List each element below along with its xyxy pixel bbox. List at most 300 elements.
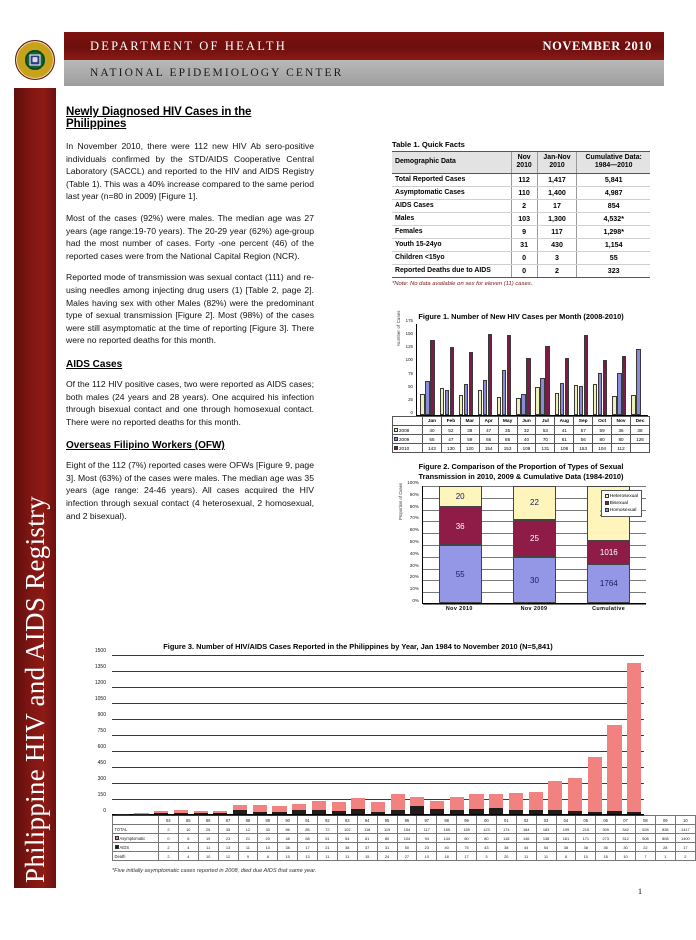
figure3-table-value: 35 — [218, 825, 238, 834]
figure3-asymptomatic-segment — [548, 781, 562, 810]
figure1-ylabel: Number of Cases — [396, 310, 401, 346]
figure3-aids-segment — [588, 812, 602, 814]
figure3-year-column — [624, 655, 644, 814]
figure3-table-value: 6 — [178, 834, 198, 843]
figure3-table-value: 199 — [556, 825, 576, 834]
figure3-table-value: 2 — [159, 843, 179, 852]
figure1-bar — [526, 358, 530, 415]
figure1-bar — [574, 385, 578, 415]
figure3-table-value: 146 — [516, 834, 536, 843]
figure3-year-column — [250, 655, 270, 814]
figure3-table-value: 48 — [278, 834, 298, 843]
figure3-table-year: 90 — [278, 816, 298, 825]
figure3-table-value: 171 — [576, 834, 596, 843]
figure1-bar — [631, 395, 635, 415]
figure1-bar — [420, 394, 424, 415]
figure2-xtick: Cumulative — [592, 606, 626, 612]
figure1-month-group — [418, 324, 437, 415]
figure3-table-value: 1417 — [675, 825, 695, 834]
header-primary-bar — [64, 32, 664, 60]
figure3-table-value: 13 — [298, 852, 318, 861]
figure1-table-value: 32 — [517, 426, 536, 435]
figure2-ytick: 30% — [409, 562, 419, 568]
figure3-table-year: 02 — [516, 816, 536, 825]
figure3-aids-segment — [213, 813, 227, 814]
figure3-ytick: 150 — [97, 792, 106, 798]
figure1-table-value: 66 — [479, 435, 498, 444]
figure1-table-month: Dec — [630, 417, 649, 426]
figure3-table-value: 12 — [238, 825, 258, 834]
figure1-table-value: 38 — [460, 426, 479, 435]
figure1-bar — [584, 335, 588, 415]
table1-row-label: Reported Deaths due to AIDS — [392, 264, 511, 277]
figure3-table-value: 38 — [496, 843, 516, 852]
figure3-table-year: 05 — [576, 816, 596, 825]
table1-cell-jan-nov: 117 — [537, 225, 577, 238]
figure3-table-year: 89 — [258, 816, 278, 825]
figure1-table-value — [630, 444, 649, 453]
figure3-table-value: 161 — [556, 834, 576, 843]
figure1-table-value: 40 — [517, 435, 536, 444]
figure3-asymptomatic-segment — [469, 794, 483, 810]
figure3-table-value: 123 — [477, 825, 497, 834]
figure3-aids-segment — [391, 810, 405, 814]
figure1-bar — [540, 378, 544, 415]
figure3-table-value: 12 — [218, 852, 238, 861]
header-department-title: DEPARTMENT OF HEALTH — [90, 38, 287, 53]
figure3-table-year: 94 — [357, 816, 377, 825]
figure1-table-month: Jan — [423, 417, 442, 426]
figure1-bar — [545, 346, 549, 415]
figure3-table-year: 91 — [298, 816, 318, 825]
figure1-table-value: 65 — [423, 435, 442, 444]
figure3-table-value: 54 — [337, 834, 357, 843]
figure2-legend — [601, 490, 642, 517]
table1-row-label: Asymptomatic Cases — [392, 186, 511, 199]
figure3-table-value: 17 — [457, 852, 477, 861]
figure3-table-value: 508 — [636, 834, 656, 843]
figure3-year-column — [348, 655, 368, 814]
table1-cell-jan-nov: 1,400 — [537, 186, 577, 199]
figure3-asymptomatic-segment — [588, 757, 602, 811]
figure2-legend-item: Bisexual — [605, 500, 638, 507]
figure3-table-value: 10 — [616, 852, 636, 861]
figure3-year-column — [506, 655, 526, 814]
figure3-table-value: 37 — [357, 843, 377, 852]
figure3-yaxis — [68, 648, 108, 815]
table1-cell-jan-nov: 1,417 — [537, 173, 577, 186]
table1-cell-cumulative: 1,298* — [577, 225, 650, 238]
figure3-data-table — [112, 815, 696, 861]
figure3-table-value: 80 — [457, 834, 477, 843]
figure3-ytick: 450 — [97, 760, 106, 766]
figure1-month-group — [456, 324, 475, 415]
figure1-ytick: 150 — [405, 331, 413, 337]
figure1-table-value: 59 — [460, 435, 479, 444]
table1-row-label: AIDS Cases — [392, 199, 511, 212]
figure3-table-value: 104 — [397, 834, 417, 843]
figure3-footnote: *Five initially asymptomatic cases reported in 2008, died due AIDS that same year. — [112, 868, 317, 874]
figure3-table-value: 31 — [377, 843, 397, 852]
figure2-ytick: 100% — [407, 480, 419, 485]
figure3-table-year: 10 — [675, 816, 695, 825]
figure3-table-value: 4 — [178, 843, 198, 852]
figure1-table-month: Apr — [479, 417, 498, 426]
figure3-table-year: 00 — [477, 816, 497, 825]
figure3-year-column — [191, 655, 211, 814]
figure3-table-year: 09 — [655, 816, 675, 825]
figure1-table-series-row — [393, 426, 650, 435]
figure3-asymptomatic-segment — [371, 802, 385, 812]
figure3-table-value: 2 — [159, 825, 179, 834]
figure1-bar — [459, 395, 463, 415]
figure1-bar — [464, 384, 468, 415]
figure1-table-value: 61 — [555, 435, 574, 444]
figure1-bar — [598, 373, 602, 415]
figure2-segment: 55 — [439, 545, 482, 603]
figure1-bar — [478, 390, 482, 415]
figure1-ytick: 100 — [405, 357, 413, 363]
figure3-table-value: 9 — [238, 852, 258, 861]
table1-header-row — [392, 152, 650, 174]
figure3-table-value: 144 — [437, 834, 457, 843]
table1-caption: Table 1. Quick Facts — [392, 140, 465, 149]
figure1-bar — [593, 384, 597, 415]
figure3-ytick: 0 — [103, 808, 106, 814]
table1-cell-nov: 2 — [511, 199, 537, 212]
table1-note: *Note: No data available on sex for eleven (11) cases. — [392, 280, 533, 287]
figure3-asymptomatic-segment — [410, 797, 424, 806]
table1-quick-facts — [392, 140, 650, 287]
figure3-table-year: 06 — [596, 816, 616, 825]
figure1-table-body — [393, 417, 650, 453]
figure1-bar — [502, 370, 506, 415]
figure3-year-column — [329, 655, 349, 814]
figure1-bar — [516, 398, 520, 415]
figure3-bars — [112, 655, 644, 814]
table1-cell-jan-nov: 1,300 — [537, 212, 577, 225]
figure3-asymptomatic-segment — [253, 805, 267, 812]
table1-row-label: Youth 15-24yo — [392, 238, 511, 251]
figure1-bar — [617, 373, 621, 415]
figure3-table-value: 273 — [596, 834, 616, 843]
figure1-ytick: 75 — [408, 370, 413, 376]
figure3-table-value: 86 — [278, 825, 298, 834]
figure1-bar — [497, 397, 501, 415]
table1-body — [392, 173, 650, 277]
sidebar-spine-title: Philippine HIV and AIDS Registry — [19, 495, 50, 883]
figure2-ytick: 70% — [409, 515, 419, 521]
figure3-table-value: 30 — [616, 843, 636, 852]
figure3-table-year: 03 — [536, 816, 556, 825]
figure2-yaxis — [395, 482, 421, 604]
figure3-ytick: 600 — [97, 744, 106, 750]
figure3-table-value: 72 — [318, 825, 338, 834]
figure1-table-value: 57 — [574, 426, 593, 435]
figure1-series-label: 2009 — [393, 435, 423, 444]
figure3-table-value: 19 — [198, 834, 218, 843]
figure3-table-value: 40 — [437, 843, 457, 852]
figure3-table-value: 312 — [616, 834, 636, 843]
figure1-data-table — [392, 416, 650, 453]
figure2-ytick: 40% — [409, 550, 419, 556]
figure1-table-month: Feb — [441, 417, 460, 426]
figure2-segment: 1764 — [587, 564, 630, 603]
figure3-table-row-label: TOTAL — [113, 825, 159, 834]
figure3-asymptomatic-segment — [391, 794, 405, 809]
figure1-bar — [560, 383, 564, 415]
figure3-year-column — [230, 655, 250, 814]
figure3-aids-segment — [174, 813, 188, 814]
figure1-table-month: Mar — [460, 417, 479, 426]
figure3-aids-segment — [332, 811, 346, 814]
figure3-table-value: 4 — [178, 852, 198, 861]
table1-row-label: Males — [392, 212, 511, 225]
figure1-table-month: Aug — [555, 417, 574, 426]
figure3-table-value: 154 — [397, 825, 417, 834]
figure3-ytick: 1500 — [94, 648, 106, 654]
figure3-table-value: 51 — [318, 834, 338, 843]
figure3-table-value: 1400 — [675, 834, 695, 843]
figure3-table-corner — [113, 816, 159, 825]
figure3-asymptomatic-segment — [351, 798, 365, 809]
table1-cell-nov: 0 — [511, 251, 537, 264]
figure3-aids-segment — [410, 806, 424, 814]
figure1-table-value: 143 — [423, 444, 442, 453]
figure2-xaxis — [422, 606, 646, 612]
figure1-bar — [450, 347, 454, 415]
header-issue-date: NOVEMBER 2010 — [542, 38, 652, 53]
figure3-table-value: 75 — [457, 843, 477, 852]
figure2-plot — [398, 480, 646, 604]
figure3-table-value: 36 — [596, 843, 616, 852]
paragraph-demographics: Most of the cases (92%) were males. The median age was 27 years (age range:19-70 years). The 20-29 year (62%) age-group had the most number of cases. Forty -one percent (46) of the reported cases were from the National Capital Region (NCR). — [66, 212, 314, 261]
figure1-table-value: 131 — [536, 444, 555, 453]
figure2-caption: Figure 2. Comparison of the Proportion of Types of Sexual Transmission in 2010, 2009 & Cumulative Data (1984-2010) — [418, 462, 624, 481]
figure3-table-value: 50 — [397, 843, 417, 852]
header-secondary-bar — [64, 60, 664, 86]
figure3-table-value: 27 — [397, 852, 417, 861]
figure1-table-value: 47 — [479, 426, 498, 435]
figure2-ytick: 0% — [412, 598, 419, 603]
figure2-ylabel: Proportion of Cases — [398, 482, 403, 520]
figure3-ytick: 750 — [97, 728, 106, 734]
figure3-table-value: 38 — [576, 843, 596, 852]
figure1-month-group — [610, 324, 629, 415]
figure3-table-value: 11 — [516, 852, 536, 861]
figure1-bar — [521, 394, 525, 415]
table1-col-cumulative: Cumulative Data: 1984—2010 — [577, 152, 650, 174]
figure3-table-value: 80 — [477, 834, 497, 843]
table1-row-label: Children <15yo — [392, 251, 511, 264]
figure3-asymptomatic-segment — [627, 663, 641, 812]
page-header — [0, 30, 664, 86]
figure3-year-column — [467, 655, 487, 814]
figure3-table-value: 2 — [159, 852, 179, 861]
figure3-table-value: 20 — [258, 834, 278, 843]
figure3-table-value: 81 — [357, 834, 377, 843]
figure1-table-month-row — [393, 417, 650, 426]
figure1-month-group — [514, 324, 533, 415]
figure3-aids-segment — [154, 813, 168, 814]
figure1-ytick: 125 — [405, 344, 413, 350]
table1-cell-nov: 9 — [511, 225, 537, 238]
figure1-table-value: 56 — [574, 435, 593, 444]
table1-cell-cumulative: 1,154 — [577, 238, 650, 251]
figure1-bar — [579, 386, 583, 415]
figure1-table-value: 35 — [498, 426, 517, 435]
figure1-bar — [469, 352, 473, 415]
table-row — [392, 173, 650, 186]
figure3-aids-segment — [233, 810, 247, 814]
figure3-caption: Figure 3. Number of HIV/AIDS Cases Reported in the Philippines by Year, Jan 1984 to November 2010 (N=5,841) — [163, 642, 553, 651]
figure3-year-column — [427, 655, 447, 814]
table1-cell-cumulative: 4,987 — [577, 186, 650, 199]
figure3-table-value: 17 — [675, 843, 695, 852]
figure1-month-group — [591, 324, 610, 415]
table1-cell-nov: 103 — [511, 212, 537, 225]
figure1-bar — [507, 335, 511, 415]
figure3-asymptomatic-segment — [430, 801, 444, 810]
figure3-aids-segment — [509, 810, 523, 814]
figure3-table-row-label: AIDS — [113, 843, 159, 852]
figure3-year-column — [289, 655, 309, 814]
figure3-aids-segment — [272, 812, 286, 814]
figure3-aids-segment — [469, 809, 483, 814]
figure3-table-value: 8 — [556, 852, 576, 861]
paragraph-aids-cases: Of the 112 HIV positive cases, two were reported as AIDS cases; both males (24 years and 28 years). One acquired his infection through bisexual contact and one through homosexual contact. There were no reported deaths for this month. — [66, 378, 314, 427]
figure1-bar — [425, 381, 429, 415]
figure3-table-value: 184 — [516, 825, 536, 834]
table1-cell-cumulative: 854 — [577, 199, 650, 212]
figure3-table-value: 808 — [655, 834, 675, 843]
figure3-aids-segment — [548, 810, 562, 814]
figure3-year-column — [112, 655, 132, 814]
table-row — [392, 186, 650, 199]
figure3-table-value: 3 — [477, 852, 497, 861]
figure3-table-year: 85 — [178, 816, 198, 825]
table1-cell-nov: 0 — [511, 264, 537, 277]
figure3-table-row-label: Death — [113, 852, 159, 861]
figure3-table-value: 309 — [596, 825, 616, 834]
figure1-bars — [418, 324, 648, 415]
figure1-table-value: 40 — [423, 426, 442, 435]
figure3-year-column — [486, 655, 506, 814]
figure2-ytick: 80% — [409, 503, 419, 509]
figure3-table-year: 04 — [556, 816, 576, 825]
figure3-table-value: 13 — [218, 843, 238, 852]
figure3-table-year: 92 — [318, 816, 338, 825]
figure1-bar — [430, 340, 434, 415]
figure3-table-value: 118 — [357, 825, 377, 834]
figure1-table-value: 120 — [460, 444, 479, 453]
figure1-bar — [488, 334, 492, 415]
figure3-aids-segment — [627, 812, 641, 814]
figure3-asymptomatic-segment — [450, 797, 464, 810]
figure3-table-value: 183 — [536, 825, 556, 834]
figure1-table-value: 112 — [612, 444, 631, 453]
figure3-table-value: 25 — [198, 825, 218, 834]
figure3-year-column — [545, 655, 565, 814]
table1-cell-jan-nov: 430 — [537, 238, 577, 251]
table1-cell-jan-nov: 2 — [537, 264, 577, 277]
figure3 — [66, 642, 690, 874]
figure3-year-column — [211, 655, 231, 814]
figure3-table-value: 138 — [536, 834, 556, 843]
table1-cell-nov: 112 — [511, 173, 537, 186]
figure1-ytick: 175 — [405, 318, 413, 323]
figure3-table-row — [113, 825, 696, 834]
figure2-segment: 36 — [439, 507, 482, 545]
figure1-ytick: 25 — [408, 396, 413, 402]
table1-col-demographic: Demographic Data — [392, 152, 511, 174]
figure3-table-year: 93 — [337, 816, 357, 825]
figure1-table-value: 104 — [593, 444, 612, 453]
table1-cell-cumulative: 55 — [577, 251, 650, 264]
heading-aids-cases: AIDS Cases — [66, 358, 123, 370]
figure1-table-value: 153 — [574, 444, 593, 453]
figure3-aids-segment — [568, 811, 582, 814]
figure1-table-value: 153 — [498, 444, 517, 453]
table1-cell-cumulative: 323 — [577, 264, 650, 277]
figure1-month-group — [571, 324, 590, 415]
figure3-aids-segment — [292, 810, 306, 814]
figure3-table-value: 2 — [675, 852, 695, 861]
table1-cell-jan-nov: 17 — [537, 199, 577, 212]
figure3-table-year: 84 — [159, 816, 179, 825]
figure1-table-series-row — [393, 444, 650, 453]
figure3-table-value: 80 — [377, 834, 397, 843]
table1-col-nov: Nov 2010 — [511, 152, 537, 174]
table1-cell-jan-nov: 3 — [537, 251, 577, 264]
figure1-table-value: 59 — [593, 426, 612, 435]
figure3-table-value: 119 — [377, 825, 397, 834]
figure1-table-month: Nov — [612, 417, 631, 426]
figure3-year-column — [368, 655, 388, 814]
figure3-table-year: 99 — [457, 816, 477, 825]
figure3-table-value: 8 — [258, 852, 278, 861]
figure3-table-row — [113, 852, 696, 861]
figure3-table-value: 20 — [496, 852, 516, 861]
figure2-column — [423, 486, 497, 603]
figure3-table-value: 54 — [536, 843, 556, 852]
figure3-aids-segment — [371, 812, 385, 814]
table-row — [392, 238, 650, 251]
figure3-table-year: 95 — [377, 816, 397, 825]
figure3-table-value: 17 — [298, 843, 318, 852]
figure3-table-value: 0 — [159, 834, 179, 843]
figure1-bar — [445, 390, 449, 415]
figure1-table-value: 154 — [479, 444, 498, 453]
figure3-asymptomatic-segment — [607, 725, 621, 811]
figure3-table-year-row — [113, 816, 696, 825]
figure3-aids-segment — [253, 812, 267, 814]
figure3-year-column — [132, 655, 152, 814]
figure3-table-value: 18 — [437, 852, 457, 861]
figure3-table-value: 10 — [417, 852, 437, 861]
figure3-table-value: 11 — [198, 843, 218, 852]
figure2-xtick: Nov 2010 — [445, 606, 473, 612]
figure3-table-value: 10 — [576, 852, 596, 861]
figure3-asymptomatic-segment — [312, 801, 326, 810]
table-row — [392, 251, 650, 264]
paragraph-intro: In November 2010, there were 112 new HIV Ab sero-positive individuals confirmed by the STD/AIDS Cooperative Central Laboratory (SACCL) and reported to the HIV and AIDS Registry (Table 1). This was a 40% increase compared to the same period last year (n=80 in 2009) [Figure 1]. — [66, 141, 314, 202]
figure3-table-value: 38 — [556, 843, 576, 852]
figure2-segment: 22 — [513, 486, 556, 520]
table1-col-jan-nov: Jan-Nov 2010 — [537, 152, 577, 174]
figure3-table-value: 155 — [457, 825, 477, 834]
figure3-table-value: 342 — [616, 825, 636, 834]
